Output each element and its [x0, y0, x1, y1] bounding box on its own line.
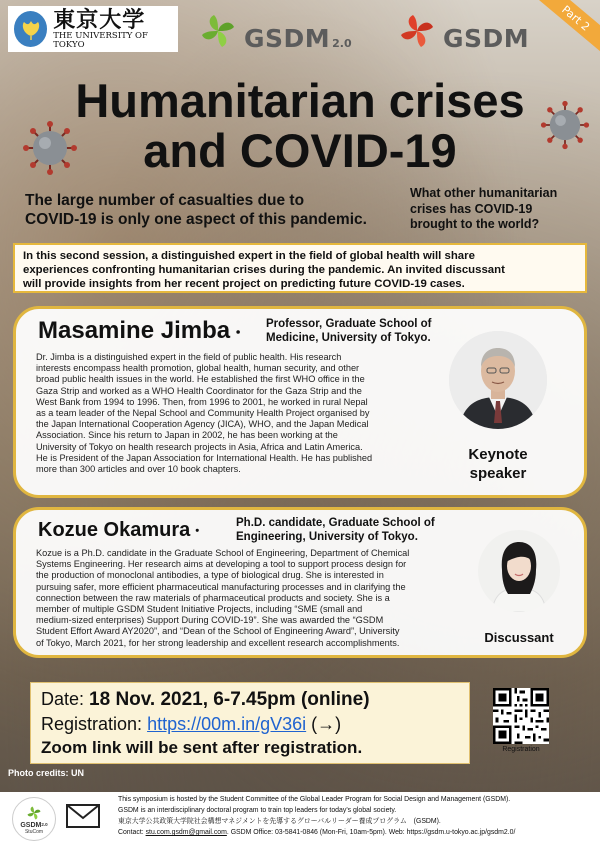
utokyo-japanese-name: 東京大学 — [53, 7, 146, 33]
subtitle-left-line-1: The large number of casualties due to — [25, 192, 305, 209]
bio-line: Student Effort Award AY2020”, and “Dean of the School of Engineering Award”, University — [36, 626, 400, 637]
stucom-logo-sub: StuCom — [24, 828, 44, 835]
footer-line-1: This symposium is hosted by the Student Committee of the Global Leader Program for Social Design and Management (GSDM). — [118, 796, 511, 803]
qr-code-icon[interactable] — [493, 688, 549, 744]
gsdm2-logo — [196, 6, 352, 56]
speaker-title-jimba — [266, 317, 432, 345]
title-line-1: Humanitarian crises — [75, 74, 525, 127]
speaker-name-text: Masamine Jimba — [38, 317, 231, 344]
bio-line: Kozue is a Ph.D. candidate in the Graduate School of Engineering, Department of Chemical — [36, 548, 410, 558]
speaker-title-line-1: Professor, Graduate School of — [266, 318, 432, 330]
bio-line: the Japan International Cooperation Agency (JICA), WHO, and the Japan Medical — [36, 419, 369, 430]
speaker-bio-okamura — [36, 548, 506, 649]
bio-line: pursuing safer, more efficient pharmaceutical manufacturing processes and in clarifying the — [36, 581, 406, 592]
ginkgo-seal-icon — [14, 11, 47, 47]
date-line — [41, 687, 459, 712]
footer-text — [118, 794, 596, 838]
speaker-card-jimba — [13, 306, 587, 498]
footer-line-4 — [118, 827, 596, 838]
bio-line: University of Tokyo on health research projects in Asia, Africa and Latin America. — [36, 441, 363, 452]
speaker-card-okamura — [13, 507, 587, 658]
utokyo-english-name: THE UNIVERSITY OF TOKYO — [53, 30, 148, 50]
bio-line: the production of monoclonal antibodies, a type of biological drug. She is interested in — [36, 570, 384, 581]
speaker-photo-okamura — [478, 530, 560, 612]
bio-line: broad public health issues in the world. He established the first WHO office in the — [36, 374, 365, 385]
intro-line-1: In this second session, a distinguished expert in the field of global health will share — [23, 250, 475, 262]
gsdm-clover-icon — [395, 9, 439, 53]
title-line-2: and COVID-19 — [143, 124, 457, 177]
bio-line: West Bank from 1994 to 1996. Then, from 1996 to 2001, he worked in rural Nepal — [36, 396, 368, 407]
role-label-keynote — [449, 445, 547, 483]
subtitle-right-line-3: brought to the world? — [410, 217, 540, 231]
speaker-name-okamura — [38, 518, 204, 543]
subtitle-left — [25, 191, 405, 229]
footer-line-2: GSDM is an interdisciplinary doctoral program to train top leaders for today’s global society. — [118, 807, 397, 814]
gsdm2-clover-icon — [196, 9, 240, 53]
bio-line: Gaza Strip and worked as a WHO Health Coordinator for the Gaza Strip and the — [36, 385, 362, 396]
part-banner — [531, 0, 600, 58]
role-line-2: speaker — [469, 465, 527, 482]
event-info-box — [30, 682, 470, 764]
bio-line: Systems Engineering. Her research aims at developing a tool to support process design for — [36, 559, 407, 570]
intro-line-2: experiences confronting humanitarian crises during the pandemic. An invited discussant — [23, 264, 505, 276]
qr-label: Registration — [502, 746, 540, 753]
speaker-bio-jimba — [36, 352, 456, 475]
speaker-title-line-1: Ph.D. candidate, Graduate School of — [236, 517, 435, 529]
date-label: Date: — [41, 689, 90, 709]
portrait-woman-icon — [478, 530, 560, 612]
stucom-logo — [12, 797, 56, 841]
zoom-note: Zoom link will be sent after registration. — [41, 738, 363, 757]
speaker-name-dot: ・ — [230, 325, 247, 342]
date-value: 18 Nov. 2021, 6-7.45pm (online) — [89, 689, 370, 710]
gsdm2-version: 2.0 — [332, 36, 352, 50]
bio-line: as a team leader of the Nepal School and Community Health Project organised by — [36, 408, 370, 419]
stucom-clover-icon — [25, 804, 43, 822]
role-line-1: Keynote — [468, 446, 528, 463]
registration-link[interactable]: https://00m.in/gV36i — [147, 714, 307, 734]
footer-contact-email[interactable]: stu.com.gsdm@gmail.com — [145, 829, 227, 836]
bio-line: of Tokyo, March 2021, for her strong leadership and excellent research accomplishments. — [36, 637, 400, 648]
intro-box — [13, 243, 587, 293]
speaker-name-jimba — [38, 317, 246, 348]
part-label: Part 2 — [559, 2, 593, 34]
mail-icon[interactable] — [66, 804, 100, 828]
gsdm-wordmark: GSDM — [443, 23, 530, 53]
bio-line: connection between the raw materials of pharmaceutical products and society. She is a — [36, 592, 390, 603]
university-of-tokyo-logo — [8, 6, 178, 52]
registration-label: Registration: — [41, 714, 148, 734]
bio-line: He is President of the Japan Association for International Health. He has published — [36, 452, 373, 463]
bio-line: member of multiple GSDM Student Initiative Projects, including “SME (small and — [36, 604, 363, 615]
role-line-1: Discussant — [484, 630, 554, 645]
bio-line: Dr. Jimba is a distinguished expert in the field of public health. His research — [36, 352, 342, 362]
bio-line: Association. Since his return to Japan in 2002, he has been working at the — [36, 430, 338, 441]
bio-line: interests encompass health promotion, global health, human security, and other — [36, 363, 360, 374]
stucom-logo-label: GSDM — [20, 821, 42, 829]
footer-office-info: . GSDM Office: 03-5841-0846 (Mon-Fri, 10am-5pm). Web: https://gsdm.u-tokyo.ac.jp/gsdm2.0/ — [226, 829, 516, 836]
subtitle-left-line-2: COVID-19 is only one aspect of this pandemic. — [25, 211, 367, 228]
intro-line-3: will provide insights from her recent project on predicting future COVID-19 cases. — [23, 278, 465, 290]
subtitle-right-line-2: crises has COVID-19 — [410, 201, 533, 216]
footer-line-3: 東京大学公共政策大学院社会構想マネジメントを先導するグローバルリーダー養成プログラム (GSDM). — [118, 818, 441, 825]
role-label-discussant — [461, 630, 577, 646]
page-title — [0, 76, 600, 176]
gsdm-logo — [395, 6, 529, 56]
speaker-photo-jimba — [449, 331, 547, 429]
speaker-title-line-2: Engineering, University of Tokyo. — [236, 531, 418, 543]
registration-qr[interactable] — [492, 688, 550, 758]
speaker-title-line-2: Medicine, University of Tokyo. — [266, 332, 431, 344]
subtitle-right-line-1: What other humanitarian — [410, 186, 558, 200]
footer-contact-label: Contact: — [118, 829, 146, 836]
portrait-man-icon — [449, 331, 547, 429]
speaker-name-dot: ・ — [190, 523, 205, 539]
photo-credit: Photo credits: UN — [8, 768, 85, 778]
registration-line — [41, 712, 459, 736]
bio-line: medium-sized enterprises) Support During COVID-19”. She was awarded the “GSDM — [36, 615, 384, 626]
speaker-name-text: Kozue Okamura — [38, 519, 191, 541]
registration-arrow: (→) — [306, 714, 342, 734]
speaker-title-okamura — [236, 516, 435, 544]
bio-line: more than 300 articles and over 10 book chapters. — [36, 464, 241, 475]
stucom-logo-version: 2.0 — [41, 821, 48, 827]
subtitle-right — [410, 186, 590, 233]
gsdm2-wordmark: GSDM — [244, 23, 331, 53]
